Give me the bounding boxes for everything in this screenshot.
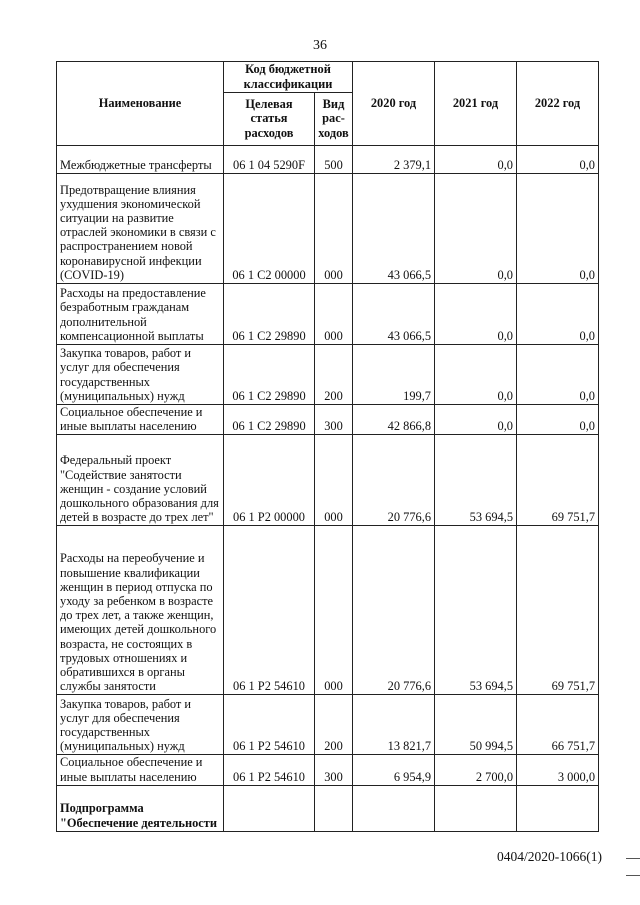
margin-mark [626,875,640,876]
row-target-code: 06 1 P2 54610 [224,695,315,755]
row-value-2022: 0,0 [517,284,599,345]
header-2020: 2020 год [353,62,435,146]
table-row [57,526,599,695]
row-value-2022: 0,0 [517,146,599,174]
row-value-2020: 6 954,9 [353,755,435,785]
row-value-2020: 20 776,6 [353,526,435,695]
row-expense-type [315,785,353,831]
row-target-code: 06 1 C2 29890 [224,405,315,435]
row-target-code: 06 1 C2 29890 [224,284,315,345]
row-expense-type: 000 [315,526,353,695]
row-name: Социальное обеспечение и иные выплаты населению [57,405,224,435]
page-number: 36 [313,38,327,53]
table-row [57,284,599,345]
row-value-2022: 69 751,7 [517,526,599,695]
header-type: Вид рас- ходов [315,93,353,146]
row-name: Межбюджетные трансферты [57,146,224,174]
row-name: Закупка товаров, работ и услуг для обеспечения государственных (муниципальных) нужд [57,345,224,405]
row-value-2021: 2 700,0 [435,755,517,785]
table-row [57,146,599,174]
row-value-2021: 0,0 [435,345,517,405]
table-row [57,345,599,405]
row-value-2021: 0,0 [435,174,517,284]
row-value-2020: 2 379,1 [353,146,435,174]
header-2021: 2021 год [435,62,517,146]
row-target-code: 06 1 P2 00000 [224,435,315,526]
row-value-2022: 0,0 [517,174,599,284]
row-expense-type: 000 [315,435,353,526]
row-value-2022: 0,0 [517,405,599,435]
row-name: Социальное обеспечение и иные выплаты населению [57,755,224,785]
row-expense-type: 500 [315,146,353,174]
row-value-2022: 3 000,0 [517,755,599,785]
row-target-code [224,785,315,831]
row-name: Подпрограмма "Обеспечение деятельности [57,785,224,831]
table-row [57,405,599,435]
row-expense-type: 300 [315,755,353,785]
table-row [57,695,599,755]
row-name: Федеральный проект "Содействие занятости женщин - создание условий дошкольного образования для детей в возрасте до трех лет" [57,435,224,526]
row-value-2020: 20 776,6 [353,435,435,526]
document-id: 0404/2020-1066(1) [497,849,602,864]
table-row [57,435,599,526]
table-row [57,755,599,785]
row-target-code: 06 1 C2 00000 [224,174,315,284]
header-code-group: Код бюджетной классификации [224,62,353,93]
row-value-2020: 43 066,5 [353,284,435,345]
row-value-2020: 42 866,8 [353,405,435,435]
budget-table [56,61,599,832]
row-value-2022 [517,785,599,831]
row-expense-type: 200 [315,345,353,405]
row-value-2021: 50 994,5 [435,695,517,755]
margin-mark [626,858,640,859]
row-value-2020: 199,7 [353,345,435,405]
row-expense-type: 000 [315,174,353,284]
row-target-code: 06 1 P2 54610 [224,755,315,785]
row-value-2021: 0,0 [435,405,517,435]
row-name: Предотвращение влияния ухудшения экономической ситуации на развитие отраслей экономики в связи с распространением новой коронавирусной инфекции (COVID-19) [57,174,224,284]
header-2022: 2022 год [517,62,599,146]
row-expense-type: 000 [315,284,353,345]
row-target-code: 06 1 04 5290F [224,146,315,174]
row-value-2020: 13 821,7 [353,695,435,755]
row-value-2022: 69 751,7 [517,435,599,526]
row-value-2020 [353,785,435,831]
row-name: Расходы на предоставление безработным гражданам дополнительной компенсационной выплаты [57,284,224,345]
row-value-2021 [435,785,517,831]
row-value-2022: 0,0 [517,345,599,405]
row-expense-type: 200 [315,695,353,755]
row-value-2021: 0,0 [435,284,517,345]
row-value-2022: 66 751,7 [517,695,599,755]
header-name: Наименование [57,62,224,146]
row-target-code: 06 1 P2 54610 [224,526,315,695]
row-value-2021: 53 694,5 [435,435,517,526]
table-row [57,785,599,831]
header-target: Целевая статья расходов [224,93,315,146]
row-expense-type: 300 [315,405,353,435]
row-name: Закупка товаров, работ и услуг для обеспечения государственных (муниципальных) нужд [57,695,224,755]
row-value-2020: 43 066,5 [353,174,435,284]
row-value-2021: 53 694,5 [435,526,517,695]
row-target-code: 06 1 C2 29890 [224,345,315,405]
row-name: Расходы на переобучение и повышение квалификации женщин в период отпуска по уходу за ребенком в возрасте до трех лет, а также женщин, имеющих детей дошкольного возраста, не состоящих в трудовых отношениях и обратившихся в органы службы занятости [57,526,224,695]
row-value-2021: 0,0 [435,146,517,174]
table-row [57,174,599,284]
